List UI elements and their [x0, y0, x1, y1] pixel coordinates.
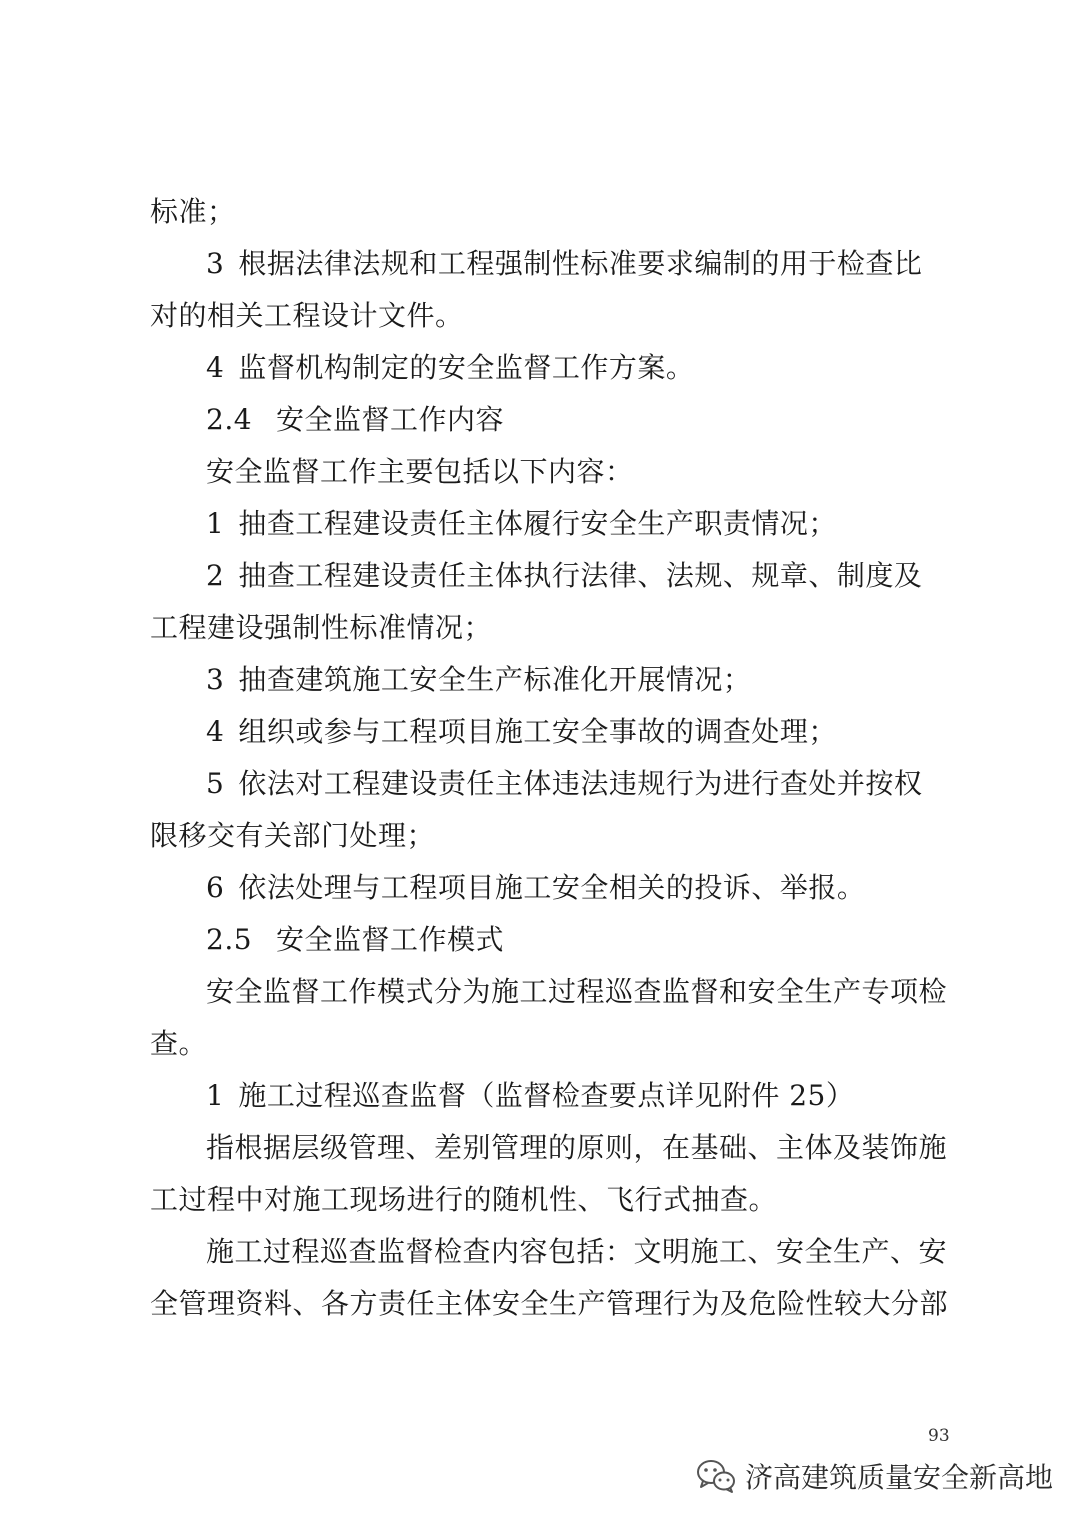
line-text: 依法处理与工程项目施工安全相关的投诉、举报。: [238, 871, 866, 904]
line-text: 限移交有关部门处理；: [150, 819, 436, 852]
item-number: 6: [206, 871, 225, 904]
line-text: 施工过程巡查监督检查内容包括：文明施工、安全生产、安: [206, 1235, 948, 1268]
item-number: 3: [206, 663, 225, 696]
line-text: 抽查工程建设责任主体执行法律、法规、规章、制度及: [238, 559, 923, 592]
text-line: [150, 290, 950, 342]
line-text: 全管理资料、各方责任主体安全生产管理行为及危险性较大分部: [150, 1287, 949, 1320]
paragraph-line: [150, 1226, 950, 1278]
line-text: 工过程中对施工现场进行的随机性、飞行式抽查。: [150, 1183, 778, 1216]
paragraph-line: [150, 966, 950, 1018]
line-text: 依法对工程建设责任主体违法违规行为进行查处并按权: [238, 767, 923, 800]
line-text: 对的相关工程设计文件。: [150, 299, 464, 332]
list-item: [150, 862, 950, 914]
section-number: 2.5: [206, 923, 253, 956]
section-number: 2.4: [206, 403, 253, 436]
paragraph-line: [150, 1122, 950, 1174]
list-item: [150, 498, 950, 550]
item-number: 1: [206, 1079, 225, 1112]
item-number: 1: [206, 507, 225, 540]
wechat-icon: [695, 1458, 737, 1494]
text-line: [150, 602, 950, 654]
section-title: 安全监督工作内容: [276, 403, 505, 436]
line-text: 施工过程巡查监督（监督检查要点详见附件 25）: [238, 1079, 855, 1112]
line-text: 组织或参与工程项目施工安全事故的调查处理；: [238, 715, 837, 748]
paragraph-line: [150, 446, 950, 498]
line-text: 工程建设强制性标准情况；: [150, 611, 493, 644]
line-text: 根据法律法规和工程强制性标准要求编制的用于检查比: [238, 247, 923, 280]
item-number: 5: [206, 767, 225, 800]
watermark-text: 济高建筑质量安全新高地: [745, 1461, 1054, 1494]
section-title: 安全监督工作模式: [276, 923, 505, 956]
section-heading: [150, 394, 950, 446]
item-number: 2: [206, 559, 225, 592]
list-item: [150, 238, 950, 290]
list-item: [150, 1070, 950, 1122]
line-text: 抽查建筑施工安全生产标准化开展情况；: [238, 663, 752, 696]
page-number: 93: [928, 1426, 950, 1446]
list-item: [150, 706, 950, 758]
line-text: 指根据层级管理、差别管理的原则，在基础、主体及装饰施: [206, 1131, 948, 1164]
list-item: [150, 550, 950, 602]
line-text: 标准；: [150, 195, 236, 228]
line-text: 抽查工程建设责任主体履行安全生产职责情况；: [238, 507, 837, 540]
line-text: 安全监督工作模式分为施工过程巡查监督和安全生产专项检: [206, 975, 948, 1008]
text-line: [150, 810, 950, 862]
list-item: [150, 654, 950, 706]
document-body: [150, 186, 950, 1330]
line-text: 安全监督工作主要包括以下内容：: [206, 455, 634, 488]
list-item: [150, 342, 950, 394]
line-text: 监督机构制定的安全监督工作方案。: [238, 351, 695, 384]
text-line: [150, 186, 950, 238]
line-text: 查。: [150, 1027, 208, 1060]
text-line: [150, 1018, 950, 1070]
watermark: [695, 1450, 1053, 1502]
text-line: [150, 1278, 950, 1330]
item-number: 3: [206, 247, 225, 280]
text-line: [150, 1174, 950, 1226]
section-heading: [150, 914, 950, 966]
list-item: [150, 758, 950, 810]
item-number: 4: [206, 715, 225, 748]
item-number: 4: [206, 351, 225, 384]
